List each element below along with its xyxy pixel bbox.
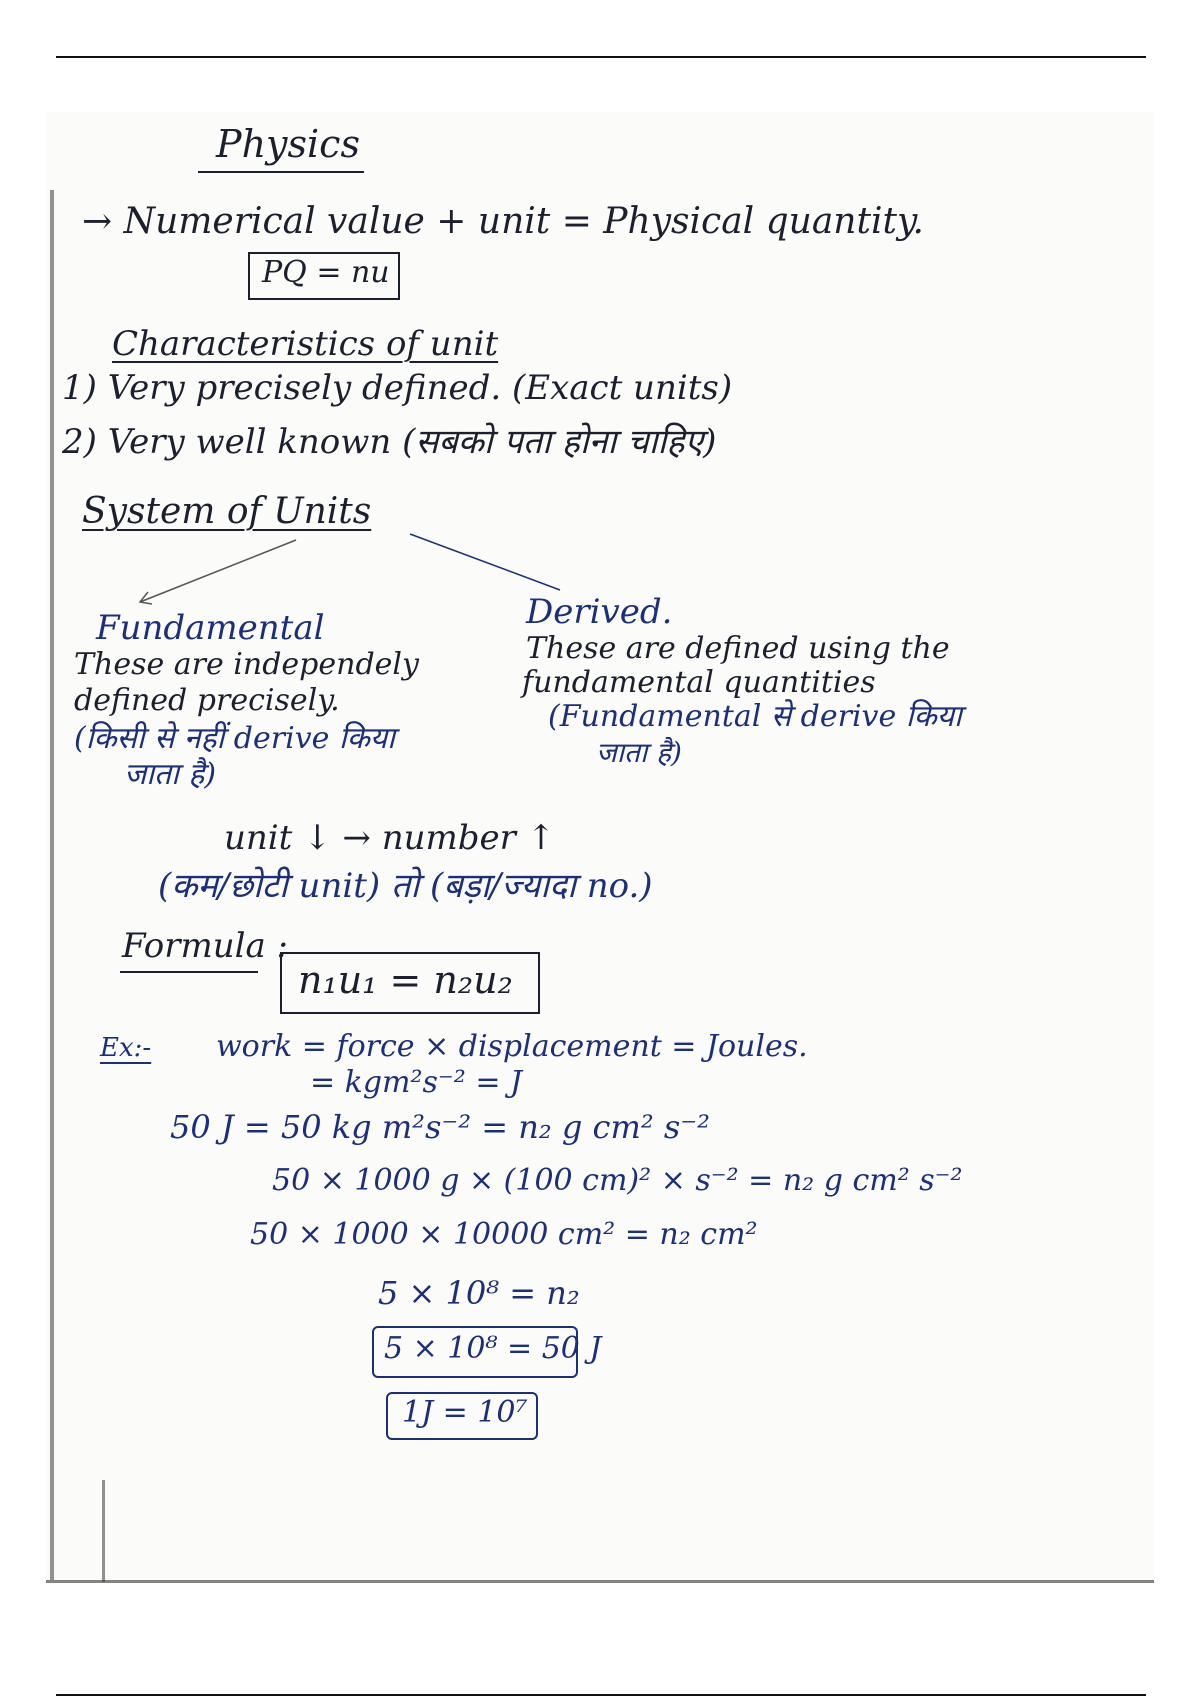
fundamental-line-3: (किसी से नहीं derive किया [74,721,395,756]
result-2: 1J = 10⁷ [402,1395,528,1430]
formula-expression: n₁u₁ = n₂u₂ [298,958,513,1002]
example-line-6: 5 × 10⁸ = n₂ [378,1274,580,1312]
example-line-5: 50 × 1000 × 10000 cm² = n₂ cm² [250,1217,758,1252]
derived-title: Derived. [526,592,673,632]
example-line-1: work = force × displacement = Joules. [216,1029,808,1064]
derived-line-2: fundamental quantities [522,665,876,700]
derived-line-3: (Fundamental से derive किया [548,699,962,734]
page-margin-line [50,190,54,1580]
unit-number-relation-hindi: (कम/छोटी unit) तो (बड़ा/ज्यादा no.) [158,866,653,906]
result-1: 5 × 10⁸ = 50 J [384,1331,602,1366]
example-line-4: 50 × 1000 g × (100 cm)² × s⁻² = n₂ g cm² s⁻² [272,1163,963,1198]
example-label: Ex:- [100,1033,152,1063]
page-title: Physics [216,122,360,166]
fundamental-line-2: defined precisely. [74,683,340,718]
system-heading: System of Units [82,491,372,532]
example-line-3: 50 J = 50 kg m²s⁻² = n₂ g cm² s⁻² [170,1108,710,1146]
characteristics-heading: Characteristics of unit [112,324,499,364]
fundamental-line-1: These are independely [74,647,419,682]
bottom-rule [56,1694,1146,1696]
derived-line-1: These are defined using the [526,631,950,666]
derived-line-4: जाता है) [596,736,682,769]
page-margin-line-lower [102,1480,105,1582]
example-line-2: = kgm²s⁻² = J [310,1065,523,1100]
characteristic-item-1: 1) Very precisely defined. (Exact units) [62,368,733,408]
top-rule [56,56,1146,58]
characteristic-item-2: 2) Very well known (सबको पता होना चाहिए) [62,422,717,462]
fundamental-line-4: जाता है) [124,757,217,792]
definition-line: → Numerical value + unit = Physical quantity. [82,201,924,242]
pq-formula: PQ = nu [262,255,390,290]
formula-label: Formula : [122,926,288,966]
fundamental-title: Fundamental [96,608,325,648]
unit-number-relation: unit ↓ → number ↑ [224,818,556,858]
page-bottom-edge [46,1580,1154,1583]
